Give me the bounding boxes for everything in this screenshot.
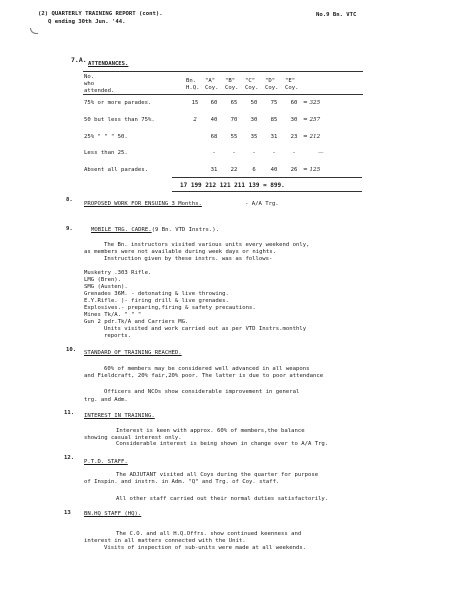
cell-value: 68 — [210, 134, 218, 140]
list-item: Explosives.- preparing,firing & safety precautions. — [84, 305, 256, 311]
cell-value: - — [252, 150, 256, 156]
table-rule-bottom — [172, 191, 362, 192]
list-item: E.Y.Rifle. )- firing drill & live grenades. — [84, 298, 229, 304]
cell-value: 65 — [230, 100, 238, 106]
section-10-number: 10. — [66, 347, 77, 353]
list-item: SMG (Austen). — [84, 284, 128, 290]
paragraph-line: and Fieldcraft, 20% fair,20% poor. The latter is due to poor attendance — [84, 373, 324, 379]
paragraph-line: The C.O. and all H.Q.Offrs. show continued keenness and — [116, 531, 302, 537]
cell-value: 60 — [290, 100, 298, 106]
paragraph-line: Considerable interest is being shown in change over to A/A Trg. — [116, 441, 329, 447]
section-7-title: ATTENDANCES. — [88, 61, 129, 67]
col-header-label-3: attended. — [84, 88, 115, 94]
row-total-note: = 125 — [303, 167, 321, 173]
cell-value: - — [212, 150, 216, 156]
cell-value: 23 — [290, 134, 298, 140]
col-header-b-coy: "B" Coy. — [225, 78, 239, 91]
col-header-label-1: No. — [84, 74, 95, 80]
section-13-title: BN.HQ STAFF (HQ). — [84, 511, 142, 517]
cell-value: - — [272, 150, 276, 156]
paragraph-line: of Inspin. and instrn. in Adm. "Q" and Trg. of Coy. staff. — [84, 479, 280, 485]
paragraph-line: reports. — [104, 333, 131, 339]
section-8-number: 8. — [66, 197, 73, 203]
section-8-title: PROPOSED WORK FOR ENSUING 3 Months. — [84, 201, 202, 207]
paragraph-line: Instruction given by these instrs. was as follows- — [104, 256, 273, 262]
paragraph-line: The ADJUTANT visited all Coys during the quarter for purpose — [116, 472, 319, 478]
paragraph-line: showing casual interest only. — [84, 435, 182, 441]
cell-value: - — [292, 150, 296, 156]
section-10-title: STANDARD OF TRAINING REACHED. — [84, 350, 182, 356]
paragraph-line: interest in all matters connected with the Unit. — [84, 538, 246, 544]
paragraph-line: Officers and NCOs show considerable improvement in general — [104, 389, 300, 395]
list-item: Gun 2 pdr.Tk/A and Carriers MG. — [84, 319, 189, 325]
section-12-number: 12. — [64, 455, 75, 461]
row-label: 50 but less than 75%. — [84, 117, 155, 123]
section-9-title: MOBILE TRG. CADRE. — [91, 227, 152, 233]
cell-value: 85 — [270, 117, 278, 123]
table-rule-totals — [172, 177, 362, 178]
cell-value: 26 — [290, 167, 298, 173]
col-header-c-coy: "C" Coy. — [245, 78, 259, 91]
cell-value: 6 — [252, 167, 256, 173]
col-header-a-coy: "A" Coy. — [205, 78, 219, 91]
unit-name: No.9 Bn. VTC — [316, 12, 357, 18]
list-item: Mines Tk/A. " " " — [84, 312, 142, 318]
cell-value: 40 — [210, 117, 218, 123]
row-total-note: = 325 — [303, 100, 321, 106]
cell-value: 30 — [290, 117, 298, 123]
row-label: 25% " " " 50. — [84, 134, 128, 140]
section-12-title: P.T.D. STAFF. — [84, 459, 128, 465]
section-11-number: 11. — [64, 410, 75, 416]
paragraph-line: 60% of members may be considered well advanced in all weapons — [104, 366, 310, 372]
section-11-title: INTEREST IN TRAINING. — [84, 413, 155, 419]
cell-value: 55 — [230, 134, 238, 140]
col-header-label-2: who — [84, 81, 95, 87]
punch-hole-mark — [30, 28, 38, 34]
section-9-title-suffix: (9 Bn. VTD Instrs.). — [151, 227, 219, 233]
list-item: LMG (Bren). — [84, 277, 122, 283]
paragraph-line: Visits of inspection of sub-units were made at all weekends. — [104, 545, 307, 551]
cell-value: 30 — [250, 117, 258, 123]
col-header-bnhq: Bn. H.Q. — [186, 78, 200, 91]
table-rule-header — [83, 94, 363, 95]
cell-value: - — [232, 150, 236, 156]
row-label: Absent all parades. — [84, 167, 148, 173]
paragraph-line: Interest is keen with approx. 60% of members,the balance — [116, 428, 305, 434]
cell-value: 31 — [270, 134, 278, 140]
cell-value: 40 — [270, 167, 278, 173]
row-label: Less than 25. — [84, 150, 128, 156]
section-8-note: - A/A Trg. — [245, 201, 279, 207]
paragraph-line: as members were not available during week days or nights. — [84, 249, 276, 255]
section-7-number: 7.A. — [71, 56, 87, 64]
table-rule-top — [83, 71, 363, 72]
col-header-e-coy: "E" Coy. — [285, 78, 299, 91]
row-total-note: = 212 — [303, 134, 321, 140]
report-title: (2) QUARTERLY TRAINING REPORT (cont). — [38, 11, 163, 17]
list-item: Musketry .303 Rifle. — [84, 270, 152, 276]
section-13-number: 13 — [64, 510, 71, 516]
cell-value: 22 — [230, 167, 238, 173]
paragraph-line: The Bn. instructors visited various units every weekend only, — [104, 242, 310, 248]
list-item: Grenades 36M. - detonating & live throwing. — [84, 291, 229, 297]
section-9-heading — [91, 227, 219, 234]
report-subtitle: Q ending 30th Jun. '44. — [48, 19, 126, 25]
cell-value: 31 — [210, 167, 218, 173]
cell-value: 15 — [191, 100, 199, 106]
cell-value: 50 — [250, 100, 258, 106]
paragraph-line: Units visited and work carried out as per VTD Instrs.monthly — [104, 326, 307, 332]
row-label: 75% or more parades. — [84, 100, 152, 106]
row-total-note: — — [318, 150, 324, 156]
cell-value: 60 — [210, 100, 218, 106]
cell-value: 75 — [270, 100, 278, 106]
paragraph-line: All other staff carried out their normal duties satisfactorily. — [116, 496, 329, 502]
cell-value: 70 — [230, 117, 238, 123]
row-total-note: = 257 — [303, 117, 321, 123]
col-header-d-coy: "D" Coy. — [265, 78, 279, 91]
paragraph-line: trg. and Adm. — [84, 397, 128, 403]
cell-value: 2 — [193, 117, 197, 123]
totals-row: 17 199 212 121 211 139 = 899. — [180, 182, 285, 189]
cell-value: 35 — [250, 134, 258, 140]
section-9-number: 9. — [66, 226, 73, 232]
